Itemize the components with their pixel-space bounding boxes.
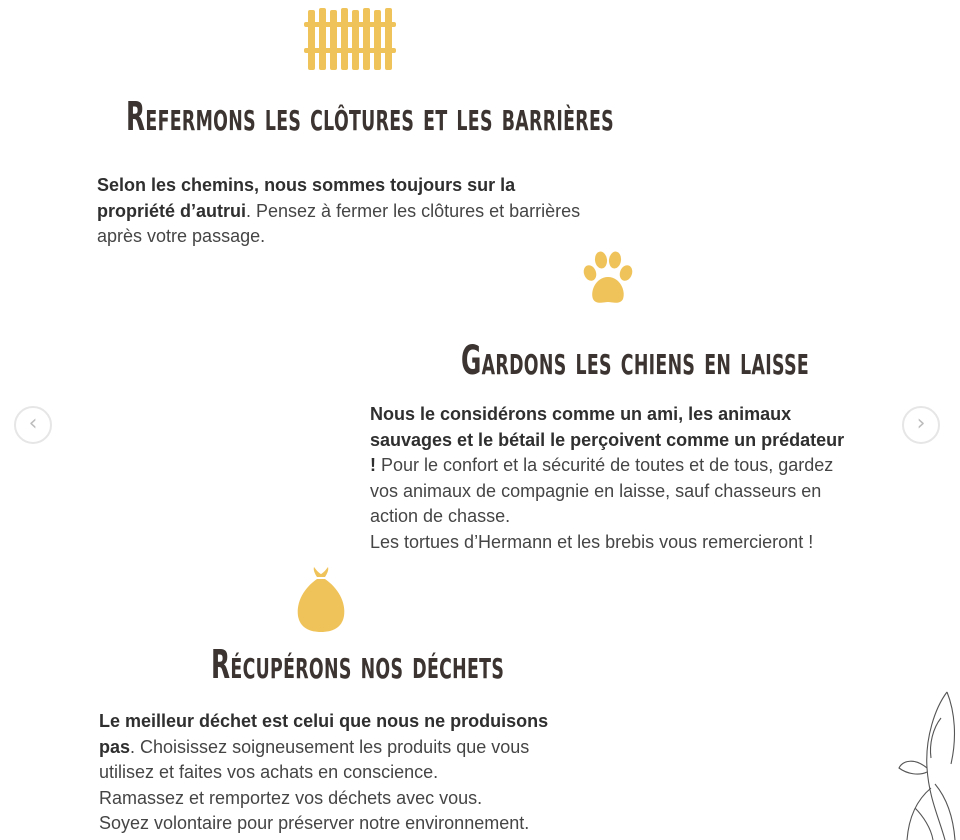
section-bold-fences: Selon les chemins, nous sommes toujours sur la propriété d’autrui <box>97 175 516 221</box>
plant-illustration-icon <box>895 688 960 840</box>
fence-icon <box>304 6 396 72</box>
section-title-fences: Refermons les clôtures et les barrières <box>126 94 614 140</box>
section-title-dogs: Gardons les chiens en laisse <box>461 338 810 384</box>
section-text-dogs <box>370 402 850 555</box>
section-body-waste: . Choisissez soigneusement les produits que vous utilisez et faites vos achats en conscience. <box>99 736 530 782</box>
section-bold-dogs: Nous le considérons comme un ami, les animaux sauvages et le bétail le perçoivent comme un prédateur ! <box>370 404 845 475</box>
trash-bag-icon <box>294 564 348 634</box>
section-extra-waste: Ramassez et remportez vos déchets avec vous. <box>99 787 483 808</box>
chevron-right-icon: › <box>916 411 926 436</box>
section-extra-dogs: Les tortues d’Hermann et les brebis vous remercieront ! <box>370 531 814 552</box>
section-text-waste <box>99 709 559 837</box>
section-extra2-waste: Soyez volontaire pour préserver notre environnement. <box>99 813 530 833</box>
section-body-dogs: Pour le confort et la sécurité de toutes et de tous, gardez vos animaux de compagnie en laisse, sauf chasseurs en action de chasse. <box>370 455 834 526</box>
section-body-fences: . Pensez à fermer les clôtures et barrières après votre passage. <box>97 200 581 246</box>
section-title-waste: Récupérons nos déchets <box>211 642 505 688</box>
carousel-next-button[interactable] <box>902 406 940 444</box>
carousel-prev-button[interactable] <box>14 406 52 444</box>
paw-icon <box>578 249 638 307</box>
chevron-left-icon: ‹ <box>28 411 38 436</box>
section-text-fences <box>97 173 597 250</box>
section-bold-waste: Le meilleur déchet est celui que nous ne produisons pas <box>99 711 549 757</box>
